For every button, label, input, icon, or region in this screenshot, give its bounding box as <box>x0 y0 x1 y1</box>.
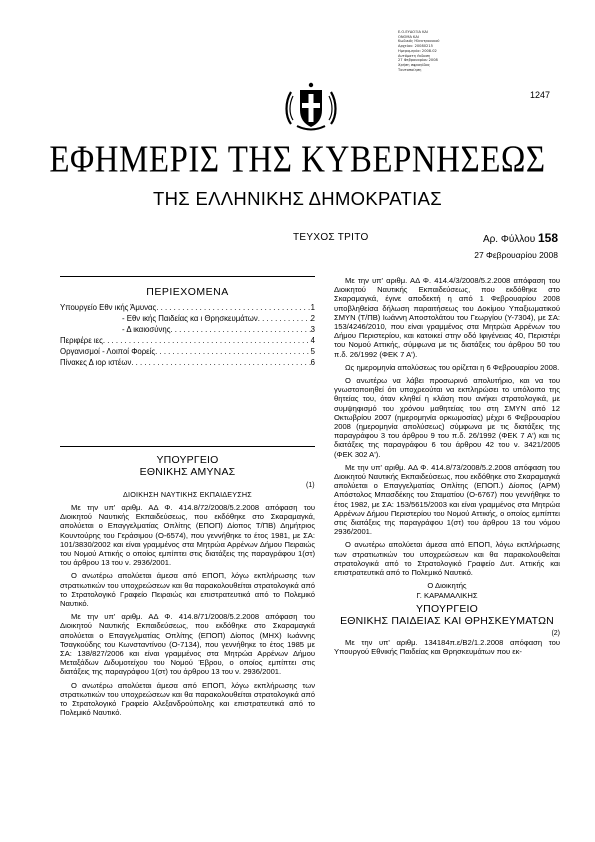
page-number: 1247 <box>529 90 550 100</box>
divider <box>60 276 315 277</box>
gazette-title: ΕΦΗΜΕΡΙΣ ΤΗΣ ΚΥΒΕΡΝΗΣΕΩΣ <box>49 139 546 181</box>
toc-item[interactable]: Υπουργείο Εθν ικής Άμυνας . . . 1 <box>60 303 315 314</box>
paragraph: Ο ανωτέρω να λάβει προσωρινό απολυτήριο, και να του γνωστοποιηθεί ότι υποχρεούται να εκπληρώσει το υπόλοιπο της θητείας του, όταν κληθεί η κλάση που ανήκει στρατολογικά, με συμψηφισμό του χρόνου μαθητείας του στη ΣΜΥΝ από 12 Οκτωβρίου 2007 (ημερομηνία ορκωμοσίας) μέχρι 6 Φεβρουαρίου 2008 (ημερομηνία απολύσεως) σύμφωνα με τις διατάξεις της παραγράφου 3 του άρθρου 9 του π.δ. 26/1992 (ΦΕΚ 7 Α') και τις διατάξεις της παραγράφου 6 του άρθρου 42 του ν. 3421/2005 (ΦΕΚ 302 Α'). <box>334 376 560 459</box>
gazette-subtitle: ΤΗΣ ΕΛΛΗΝΙΚΗΣ ΔΗΜΟΚΡΑΤΙΑΣ <box>153 188 442 209</box>
decision-number: (1) <box>306 482 315 489</box>
toc-item[interactable]: Οργανισμοί - Λοιποί Φορείς . . . 5 <box>60 347 315 358</box>
toc-item[interactable]: - Εθν ικής Παιδείας κα ι Θρησκευμάτων . . . 2 <box>60 314 315 325</box>
paragraph: Ο ανωτέρω απολύεται άμεσα από ΕΠΟΠ, λόγω εκπλήρωσης των στρατιωτικών του υποχρεώσεων και θα παρακολουθείται στρατολογικά από το Στρατολογικό Γραφείο Αλεξανδρούπολης και επιστρατευτικά από το Πολεμικό Ναυτικό. <box>60 680 315 718</box>
decision-number: (2) <box>551 629 560 637</box>
toc-item[interactable]: Πίνακες Δ ιορ ιστέων . . . 6 <box>60 358 315 369</box>
signature-block <box>334 581 560 599</box>
paragraph: Με την υπ' αριθμ. ΑΔ Φ. 414.8/72/2008/5.2.2008 απόφαση του Διοικητού Ναυτικής Εκπαιδεύσεως, που εκδόθηκε στο Σκαραμαγκά, απολύεται ο Επαγγελματίας Οπλίτης (ΕΠΟΠ) Δίοπος Τ/ΠΒ) Δημήτριος Κουντούρης του Γεράσιμου (Ο-6574), που γεννήθηκε το έτος 1981, με ΣΑ: 101/3830/2002 και είναι γραμμένος στα Μητρώα Αρρένων Δήμου Πειραιώς του Νομού Αττικής ο οποίος εμπίπτει στις διατάξεις της παραγράφου 1(στ) του άρθρου 13 του ν. 2936/2001. <box>60 503 315 568</box>
signature-name: Γ. ΚΑΡΑΜΑΛΙΚΗΣ <box>416 590 478 600</box>
paragraph: Με την υπ' αριθμ. ΑΔ Φ. 414.4/3/2008/5.2.2008 απόφαση του Διοικητού Ναυτικής Εκπαιδεύσεως, που εκδόθηκε στο Σκαραμαγκά, έγινε αποδεκτή η από 1 Φεβρουαρίου 2008 υποβληθείσα δήλωση παραιτήσεως του Δοκίμου Υπαξιωματικού ΣΜΥΝ (Τ/ΠΒ) Ιωάννη Αποστολάτου του Γεωργίου (Υ-7304), με ΣΑ: 153/4246/2010, που είναι γραμμένος στα Μητρώα Αρρένων του Δήμου Περιστερίου, και κατοικεί στην οδό Ιφιγένειας 40, Περιστέρι του Νομού Αττικής, σύμφωνα με τις διατάξεις του άρθρου 50 του π.δ. 26/1992 (ΦΕΚ 7 Α'). <box>334 276 560 359</box>
issue-date: 27 Φεβρουαρίου 2008 <box>474 250 558 260</box>
sheet-label: Αρ. Φύλλου <box>482 234 536 245</box>
right-column-text <box>334 276 560 660</box>
ministry-heading-education: ΥΠΟΥΡΓΕΙΟ ΕΘΝΙΚΗΣ ΠΑΙΔΕΙΑΣ ΚΑΙ ΘΡΗΣΚΕΥΜΑΤΩΝ <box>340 602 554 627</box>
issue-label: ΤΕΥΧΟΣ ΤΡΙΤΟ <box>293 232 369 243</box>
contents-heading: ΠΕΡΙΕΧΟΜΕΝΑ <box>146 286 229 298</box>
ministry-heading-defence: ΥΠΟΥΡΓΕΙΟ ΕΘΝΙΚΗΣ ΑΜΥΝΑΣ <box>139 454 236 478</box>
toc-item[interactable]: Περιφέρε ιες . . . 4 <box>60 336 315 347</box>
coat-of-arms-icon <box>283 80 339 134</box>
signature-stamp-note: Ε.Ο.ΕΥΔΟΞΙΑ ΚΑΙ ΟΝΟΜΑ ΚΑΙ Κωδικός Ηλεκτρονικού Αρχείου: 20080215 Ημερομηνία: 2008.02 Αυτόματη έκδοση 27 Φεβρουαρίου 2008 Χρήση σφραγίδας Ταυτοποίηση <box>398 30 440 72</box>
paragraph: Ως ημερομηνία απολύσεως του ορίζεται η 6 Φεβρουαρίου 2008. <box>345 362 560 372</box>
contents-list <box>60 303 315 368</box>
sheet-value: 158 <box>537 231 558 245</box>
authority-heading: ΔΙΟΙΚΗΣΗ ΝΑΥΤΙΚΗΣ ΕΚΠΑΙΔΕΥΣΗΣ <box>123 490 252 499</box>
divider <box>60 446 315 447</box>
paragraph: Ο ανωτέρω απολύεται άμεσα από ΕΠΟΠ, λόγω εκπλήρωσης των στρατιωτικών του υποχρεώσεων και θα παρακολουθείται στρατολογικά από το Στρατολογικό Γραφείο Πειραιώς και επιστρατευτικά από το Πολεμικό Ναυτικό. <box>60 571 315 609</box>
paragraph: Με την υπ' αριθμ. ΑΔ Φ. 414.8/71/2008/5.2.2008 απόφαση του Διοικητού Ναυτικής Εκπαιδεύσεως, που εκδόθηκε στο Σκαραμαγκά απολύεται ο Επαγγελματίας Οπλίτης (ΕΠΟΠ) Δίοπος (ΜΗΧ) Ιωάννης Τσαγκούδης του Κωνσταντίνου (Ο-7134), που γεννήθηκε το έτος 1985 με ΣΑ: 138/827/2006 και είναι γραμμένος στα Μητρώα Αρρένων Δήμου Μεταξάδων Διδυμοτείχου του Νομού Έβρου, ο οποίος εμπίπτει στις διατάξεις της παραγράφου 1(στ) του άρθρου 13 του ν. 2936/2001. <box>60 612 315 677</box>
left-column-text <box>60 503 315 721</box>
signature-role: Ο Διοικητής <box>427 581 467 591</box>
toc-item[interactable]: - Δ ικαιοσύνης . . . 3 <box>60 325 315 336</box>
paragraph: Ο ανωτέρω απολύεται άμεσα από ΕΠΟΠ, λόγω εκπλήρωσης των στρατιωτικών του υποχρεώσεων και θα παρακολουθείται στρατολογικά από το Στρατολογικό Γραφείο Δυτ. Αττικής και επιστρατευτικά από το Πολεμικό Ναυτικό. <box>334 540 560 578</box>
paragraph: Με την υπ' αριθμ. ΑΔ Φ. 414.8/73/2008/5.2.2008 απόφαση του Διοικητού Ναυτικής Εκπαιδεύσεως, που εκδόθηκε στο Σκαραμαγκά απολύεται ο Επαγγελματίας Οπλίτης (ΕΠΟΠ.) Δίοπος (ΑΡΜ) Απόστολος Μπασδέκης του Σταματίου (Ο-6767) που γεννήθηκε το έτος 1982, με ΣΑ: 153/5615/2003 και είναι γραμμένος στα Μητρώα Αρρένων Δήμου Περιστερίου του Νομού Αττικής, ο οποίος εμπίπτει στις διατάξεις της παραγράφου 1(στ) του άρθρου 13 του νόμου 2936/2001. <box>334 462 560 537</box>
paragraph: Με την υπ' αριθμ. 134184π.ε/Β2/1.2.2008 απόφαση του Υπουργού Εθνικής Παιδείας και Θρησκευμάτων που εκ- <box>334 637 560 657</box>
sheet-number <box>483 231 558 245</box>
